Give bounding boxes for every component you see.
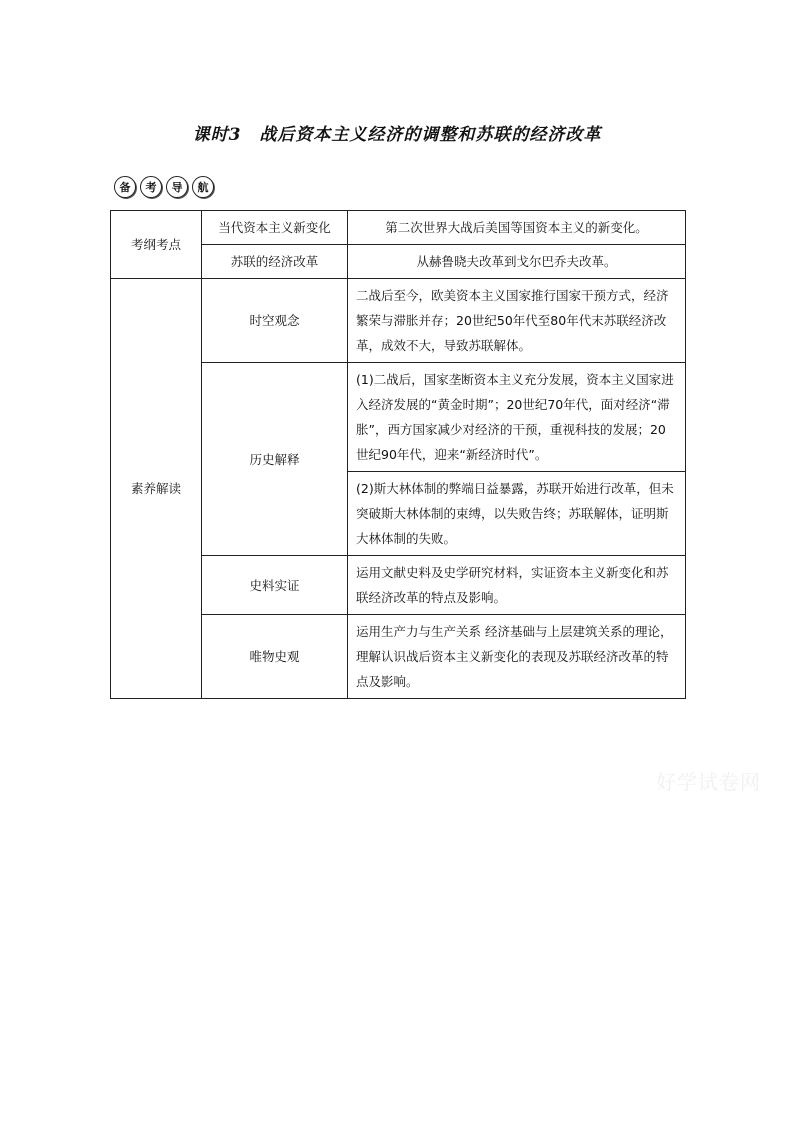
literacy-content: 运用生产力与生产关系 经济基础与上层建筑关系的理论，理解认识战后资本主义新变化的表现及苏联经济改革的特点及影响。 — [348, 615, 686, 699]
literacy-content: 二战后至今，欧美资本主义国家推行国家干预方式，经济繁荣与滞胀并存；20世纪50年代至80年代末苏联经济改革，成效不大，导致苏联解体。 — [348, 279, 686, 363]
table-row — [111, 279, 686, 363]
page-title — [0, 120, 794, 145]
literacy-category: 唯物史观 — [202, 615, 348, 699]
study-outline-table — [110, 210, 686, 699]
literacy-category: 时空观念 — [202, 279, 348, 363]
topic-content-cell: 从赫鲁晓夫改革到戈尔巴乔夫改革。 — [348, 245, 686, 279]
literacy-content: (1)二战后，国家垄断资本主义充分发展，资本主义国家进入经济发展的“黄金时期”；20世纪70年代，面对经济“滞胀”，西方国家减少对经济的干预，重视科技的发展；20世纪90年代，迎来“新经济时代”。 — [348, 363, 686, 472]
badge-char: 备 — [114, 176, 136, 198]
exam-points-label: 考纲考点 — [111, 211, 202, 279]
literacy-label: 素养解读 — [111, 279, 202, 699]
study-guide-badge — [114, 176, 218, 198]
topic-cell: 苏联的经济改革 — [202, 245, 348, 279]
badge-char: 导 — [166, 176, 188, 198]
literacy-category: 史料实证 — [202, 556, 348, 615]
literacy-content: (2)斯大林体制的弊端日益暴露，苏联开始进行改革，但未突破斯大林体制的束缚，以失败告终；苏联解体，证明斯大林体制的失败。 — [348, 472, 686, 556]
topic-cell: 当代资本主义新变化 — [202, 211, 348, 245]
literacy-content: 运用文献史料及史学研究材料，实证资本主义新变化和苏联经济改革的特点及影响。 — [348, 556, 686, 615]
literacy-category: 历史解释 — [202, 363, 348, 556]
watermark: 好学试卷网 — [656, 770, 761, 794]
topic-content-cell: 第二次世界大战后美国等国资本主义的新变化。 — [348, 211, 686, 245]
table-row — [111, 211, 686, 245]
badge-char: 考 — [140, 176, 162, 198]
badge-char: 航 — [192, 176, 214, 198]
lesson-title: 战后资本主义经济的调整和苏联的经济改革 — [259, 125, 602, 145]
lesson-number: 课时3 — [192, 125, 242, 145]
